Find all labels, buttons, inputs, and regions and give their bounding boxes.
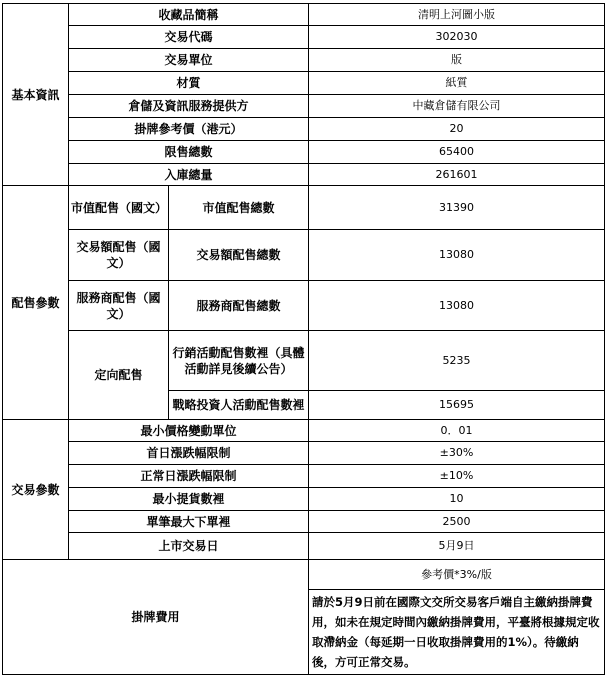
row-label: 正常日漲跌幅限制 <box>69 465 309 488</box>
row-value: 10 <box>309 488 605 511</box>
allot-market-sub: 市值配售總數 <box>169 186 309 230</box>
section-trade: 交易參數 <box>3 420 69 560</box>
row-label: 掛牌參考價（港元） <box>69 118 309 141</box>
fee-note: 請於5月9日前在國際文交所交易客戶端自主繳納掛牌費用，如未在規定時間內繳納掛牌費用，平臺將根據規定收取滯納金（每延期一日收取掛牌費用的1%）。待繳納後，方可正常交易。 <box>309 590 605 675</box>
row-label: 收藏品簡稱 <box>69 4 309 26</box>
allot-amount-label: 交易額配售（國文） <box>69 230 169 281</box>
row-value: 5月9日 <box>309 533 605 560</box>
row-value: 65400 <box>309 141 605 164</box>
row-label: 交易單位 <box>69 49 309 72</box>
allot-strategic-sub: 戰略投資人活動配售數裡 <box>169 391 309 420</box>
allot-strategic-value: 15695 <box>309 391 605 420</box>
listing-info-table <box>2 3 605 675</box>
row-label: 最小提貨數裡 <box>69 488 309 511</box>
row-label: 倉儲及資訊服務提供方 <box>69 95 309 118</box>
row-value: 中藏倉儲有限公司 <box>309 95 605 118</box>
row-label: 最小價格變動單位 <box>69 420 309 442</box>
allot-market-value: 31390 <box>309 186 605 230</box>
row-value: 紙質 <box>309 72 605 95</box>
allot-promo-value: 5235 <box>309 331 605 391</box>
row-label: 材質 <box>69 72 309 95</box>
row-value: 2500 <box>309 511 605 533</box>
allot-market-label: 市值配售（國文） <box>69 186 169 230</box>
row-value: 版 <box>309 49 605 72</box>
fee-label: 掛牌費用 <box>3 560 309 675</box>
row-value: ±30% <box>309 442 605 465</box>
section-basic: 基本資訊 <box>3 4 69 186</box>
allot-service-value: 13080 <box>309 281 605 331</box>
row-value: 302030 <box>309 26 605 49</box>
row-value: 清明上河圖小版 <box>309 4 605 26</box>
row-value: 20 <box>309 118 605 141</box>
allot-amount-value: 13080 <box>309 230 605 281</box>
allot-service-sub: 服務商配售總數 <box>169 281 309 331</box>
section-allot: 配售參數 <box>3 186 69 420</box>
row-value: 261601 <box>309 164 605 186</box>
row-value: ±10% <box>309 465 605 488</box>
row-label: 首日漲跌幅限制 <box>69 442 309 465</box>
allot-directed-label: 定向配售 <box>69 331 169 420</box>
row-label: 交易代碼 <box>69 26 309 49</box>
allot-service-label: 服務商配售（國文） <box>69 281 169 331</box>
allot-promo-sub: 行銷活動配售數裡（具體活動詳見後續公告） <box>169 331 309 391</box>
row-label: 上市交易日 <box>69 533 309 560</box>
row-value: 0．01 <box>309 420 605 442</box>
row-label: 入庫總量 <box>69 164 309 186</box>
row-label: 限售總數 <box>69 141 309 164</box>
allot-amount-sub: 交易額配售總數 <box>169 230 309 281</box>
fee-ref: 參考價*3%/版 <box>309 560 605 590</box>
row-label: 單筆最大下單裡 <box>69 511 309 533</box>
